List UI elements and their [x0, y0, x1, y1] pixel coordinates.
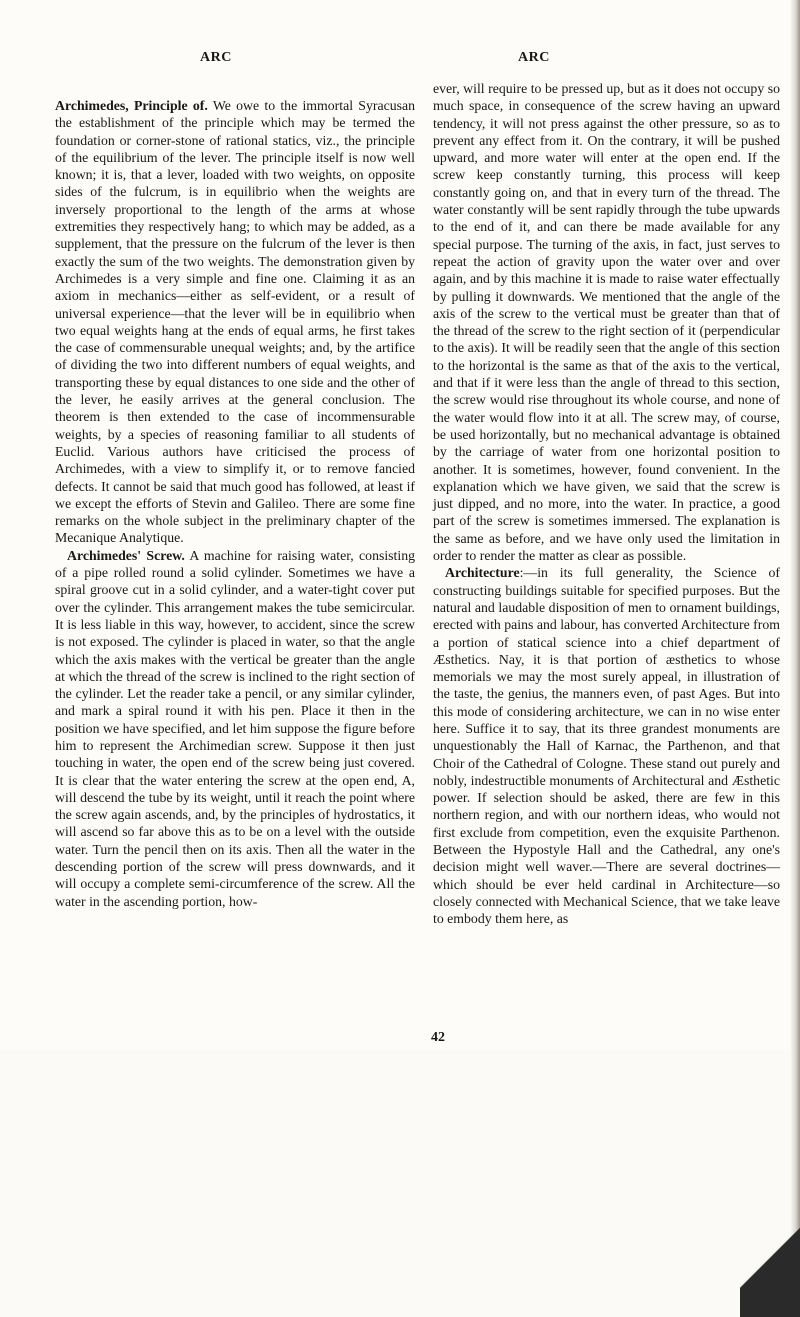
running-head-left: ARC [200, 50, 232, 65]
running-head-right: ARC [518, 50, 550, 65]
page-edge-shadow [790, 0, 800, 1317]
entry-archimedes-principle [55, 97, 415, 547]
entry-heading: Architecture [445, 565, 520, 581]
entry-archimedes-screw-continued [433, 80, 780, 564]
entry-body: A machine for raising water, consisting of a pipe rolled round a solid cylinder. Sometimes we have a spiral groove cut in a solid cylinder, and a water-tight cover put over the cylinder. This arrangement makes the tube semicircular. It is less liable in this way, however, to accident, since the screw is not exposed. The cylinder is placed in water, so that the angle which the axis makes with the vertical be greater than the angle at which the thread of the screw is inclined to the right section of the cylinder. Let the reader take a pencil, or any similar cylinder, and mark a spiral round it with his pen. Place it then in the position we have specified, and let him suppose the figure before him to represent the Archimedian screw. Suppose it then just touching in water, the open end of the screw being just covered. It is clear that the water entering the screw at the open end, A, will descend the tube by its weight, until it reach the point where the screw again ascends, and, by the principles of hydrostatics, it will ascend so far above this as to be on a level with the outside water. Turn the pencil then on its axis. Then all the water in the descending portion of the screw will press downwards, and it will occupy a complete semi-circumference of the screw. All the water in the ascending portion, how- [55, 547, 415, 909]
page-number: 42 [431, 1030, 445, 1045]
page-corner-shadow [740, 1227, 800, 1317]
entry-heading: Archimedes' Screw. [67, 547, 185, 563]
left-column [55, 97, 415, 910]
blank-page-area [0, 1050, 800, 1317]
entry-body: :—in its full generality, the Science of constructing buildings suitable for specified purposes. But the natural and laudable disposition of men to ornament buildings, erected with pains and labour, has converted Architecture from a portion of statical science into a chief department of Æsthetics. Nay, it is that portion of æsthetics to whose memorials we may the most surely appeal, in illustration of the taste, the genius, the manners even, of past Ages. But into this mode of considering architecture, we can in no wise enter here. Suffice it to say, that its three grandest monuments are unquestionably the Hall of Karnac, the Parthenon, and that Choir of the Cathedral of Cologne. These stand out purely and nobly, indestructible monuments of Architectural and Æsthetic power. If selection should be asked, there are few in this northern region, and with our northern ideas, who would not first exclude from competition, even the exquisite Parthenon. Between the Hypostyle Hall and the Cathedral, any one's decision might well waver.—There are several doctrines—which should be ever held cardinal in Architecture—so closely connected with Mechanical Science, that we take leave to embody them here, as [433, 565, 780, 927]
entry-architecture [433, 564, 780, 927]
entry-heading: Archimedes, Principle of. [55, 98, 208, 113]
right-column [433, 80, 780, 928]
entry-body: ever, will require to be pressed up, but as it does not occupy so much space, in consequence of the screw having an upward tendency, it will not press against the other pressure, so as to prevent any effect from it. On the contrary, it will be pushed upward, and more water will enter at the open end. If the screw keep constantly turning, this process will keep constantly going on, and that in every turn of the thread. The water constantly will be sent rapidly through the tube upwards to the end of it, and can there be made available for any special purpose. The turning of the axis, in fact, just serves to repeat the action of gravity upon the water over and over again, and by this machine it is made to raise water effectually by pulling it downwards. We mentioned that the angle of the axis of the screw to the vertical must be greater than that of the thread of the screw to the right section of it (perpendicular to the axis). It will be readily seen that the angle of this section to the horizontal is the same as that of the axis to the vertical, and that if it were less than the angle of thread to this section, the screw would rise throughout its whole course, and none of the water would flow into it at all. The screw may, of course, be used horizontally, but no mechanical advantage is obtained by the carriage of water from one horizontal position to another. It is sometimes, however, found convenient. In the explanation which we have given, we said that the screw is just dipped, and no more, into the water. In practice, a good part of the screw is sometimes immersed. The explanation is the same as before, and we have only used the limitation in order to render the matter as clear as possible. [433, 81, 780, 564]
entry-archimedes-screw [55, 547, 415, 910]
entry-body: We owe to the immortal Syracusan the establishment of the principle which may be termed the foundation or corner-stone of rational statics, viz., the principle of the equilibrium of the lever. The principle itself is now well known; it is, that a lever, loaded with two weights, on opposite sides of the fulcrum, is in equilibrio when the weights are inversely proportional to the length of the arms at whose extremities they respectively hang; to which may be added, as a supplement, that the pressure on the fulcrum of the lever is then exactly the sum of the two weights. The demonstration given by Archimedes is a very simple and fine one. Claiming it as an axiom in mechanics—either as self-evident, or a result of universal experience—that the lever will be in equilibrio when two equal weights hang at the ends of equal arms, he first takes the case of commensurable unequal weights; and, by the artifice of dividing the two into different numbers of equal weights, and transporting these by equal distances to one side and the other of the lever, he easily arrives at the general conclusion. The theorem is then extended to the case of incommensurable weights, by a species of reasoning familiar to all students of Euclid. Various authors have criticised the process of Archimedes, with a view to simplify it, or to remove fancied defects. It cannot be said that much good has followed, at least if we except the efforts of Stevin and Galileo. There are some fine remarks on the whole subject in the preliminary chapter of the Mecanique Analytique. [55, 98, 416, 546]
